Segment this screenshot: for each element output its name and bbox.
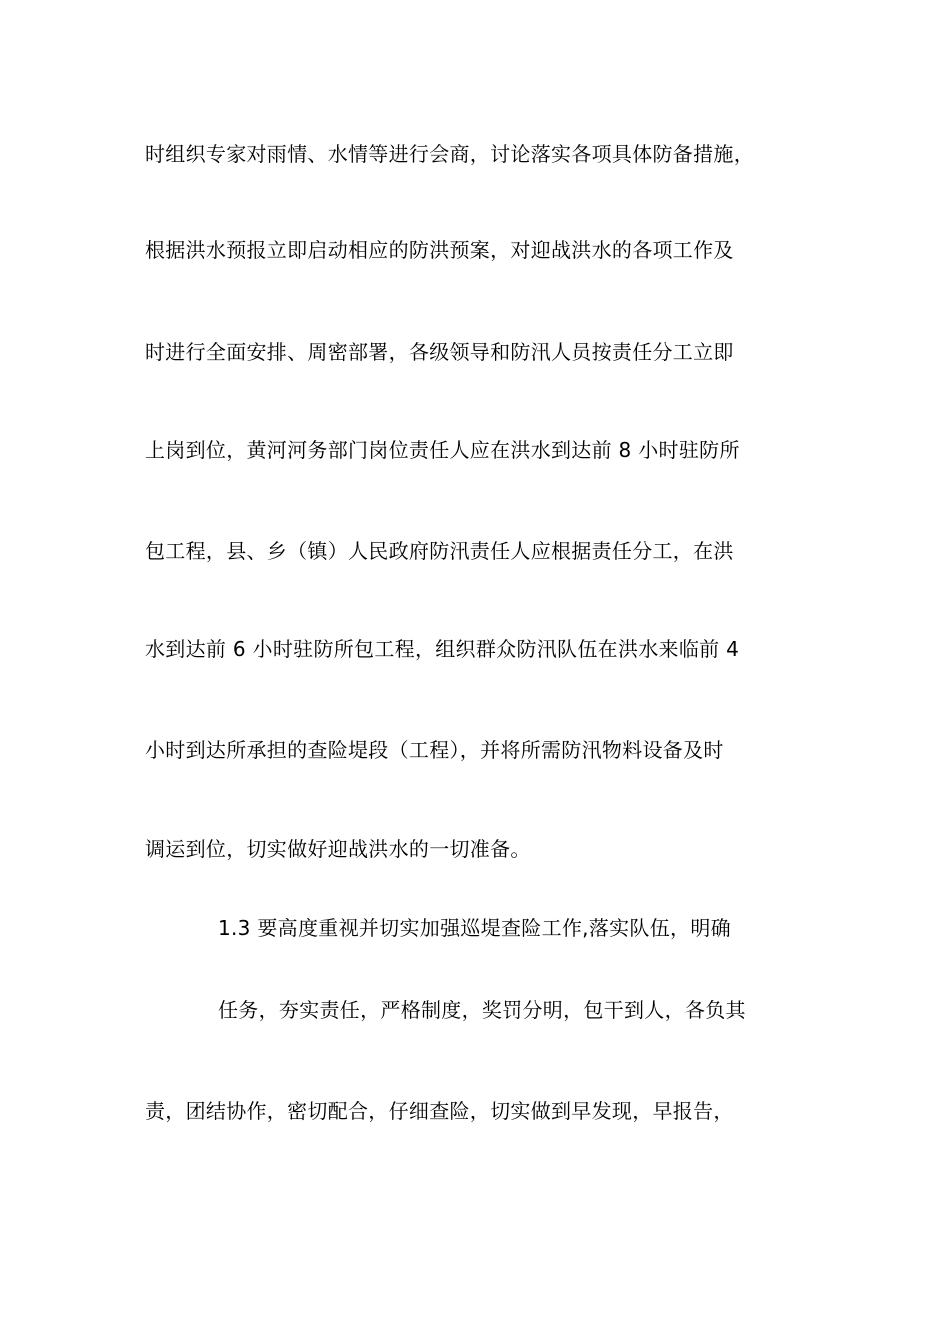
text-line: 根据洪水预报立即启动相应的防洪预案，对迎战洪水的各项工作及 [145, 238, 734, 262]
text-line: 水到达前 6 小时驻防所包工程，组织群众防汛队伍在洪水来临前 4 [145, 637, 740, 661]
text-line: 小时到达所承担的查险堤段（工程），并将所需防汛物料设备及时 [145, 738, 724, 762]
section-heading-line: 1.3 要高度重视并切实加强巡堤查险工作,落实队伍，明确 [218, 916, 731, 940]
text-line: 时进行全面安排、周密部署，各级领导和防汛人员按责任分工立即 [145, 340, 734, 364]
text-line: 调运到位，切实做好迎战洪水的一切准备。 [145, 837, 531, 861]
text-line: 上岗到位，黄河河务部门岗位责任人应在洪水到达前 8 小时驻防所 [145, 438, 740, 462]
text-line: 时组织专家对雨情、水情等进行会商，讨论落实各项具体防备措施， [145, 142, 754, 166]
text-line: 责，团结协作，密切配合，仔细查险，切实做到早发现，早报告， [145, 1099, 734, 1123]
text-line: 包工程，县、乡（镇）人民政府防汛责任人应根据责任分工，在洪 [145, 539, 734, 563]
text-line: 任务，夯实责任，严格制度，奖罚分明，包干到人，各负其 [218, 998, 746, 1022]
